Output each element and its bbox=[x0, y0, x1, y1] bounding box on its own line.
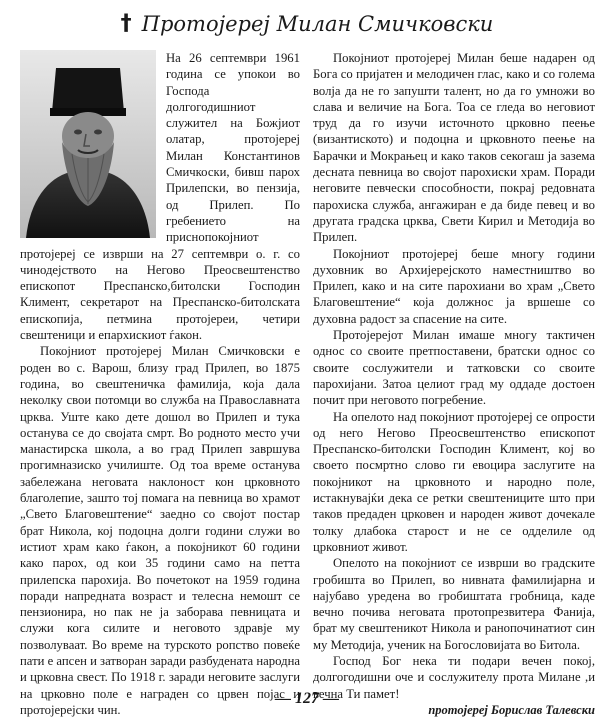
cross-icon: † bbox=[120, 11, 132, 36]
paragraph-confessor: Покојниот протојереј беше многу години духовник во Архијерејското наместништво во Прилеп, како и на сите парохиани во храм „Свето Благовештение“ која должнос ја вршеше со духовна радост за спасение на сите. bbox=[313, 246, 595, 326]
paragraph-singing: Покојниот протојереј Милан беше надарен од Бога со пријатен и мелодичен глас, како и со голема волја да не го запушти талент, но да го умножи во слава и величие на Бога. Тоа се гледа во неговиот труд да го изучи источното црковно пеење (византиското) и подоцна и црковното пеење на Барачки и Мокрањец и како таков секогаш ја зазема десната певница во својот парохиски храм. Поради неговите певчески способности, покрај редовната парохиска служба, ангажиран е да биде певец и во другата градска црква, Свети Кирил и Методија во Прилеп. bbox=[313, 51, 595, 245]
page-number: — 127 — bbox=[275, 690, 339, 707]
left-column bbox=[20, 50, 300, 718]
portrait-photo bbox=[20, 50, 156, 238]
paragraph-burial: Опелото на покојниот се изврши во градските гробишта во Прилеп, во нивната фамилијарна и најубаво уредена во гробиштата гробница, каде вечно почива неговата протопрезвитера Фанија, брат му свештеникот Никола и ранопочинатиот син му Методија, ученик на Богословијата во Битола. bbox=[313, 556, 595, 652]
biography-paragraph: Покојниот протојереј Милан Смичковски е роден во с. Варош, близу град Прилеп, во 1875 година, во свештеничка фамилија, која дала неколку свои потомци во служба на Православната црква. Уште како дете дошол во Прилеп и тука останува се до својата смрт. Во родното место учи манастирска школа, а во град Прилеп завршува прогимназиско училиште. Од тоа време останува забележана неговата наклоност кон црковното благолепие, заштo тој помага на певница во храмот „Свето Благовештение“ заедно со својот постар брат Никола, кој подоцна долги години служи во истиот храм како ѓакон, а покојникот 60 години како парох, од кои 35 години само на петта прилепска парохија. Во почетокот на 1959 година поради напредната возраст и телесна немошт се пензионира, но пак не ја заборава певницата и служи кога силите и неговото здравје му позволуваат. Во време на турското ропство повеќе пати е апсен и затворан заради разбудената народна и црковна свест. По 1918 г. заради неговите заслуги на црковно поле е награден со црвен појас и протојерејски чин. bbox=[20, 344, 300, 717]
paragraph-relations: Протојерејот Милан имаше многу тактичен однос со своите претпоставени, братски однос со своите сослужители и татковски со своите парохијани. Затоа целиот град му оддаде достоен почит при неговото погребение. bbox=[313, 328, 595, 408]
paragraph-prayer: Господ Бог нека ти подари вечен покој, долгогодишни оче и сослужителу прота Милане ,и вечна Ти памет! bbox=[313, 653, 595, 701]
article-title: Протојереј Милан Смичковски bbox=[141, 12, 494, 36]
author-signature: протојереј Борислав Талевски bbox=[428, 702, 595, 717]
article-header bbox=[0, 8, 614, 40]
paragraph-funeral-service: На опелото над покојниот протојереј се опрости од него Негово Преосвештенство епископот Преспанско-битолски Господин Климент, кој во своето посмртно слово ги евоцира заслугите на покојникот на црковното и народно поле, истакнувајќи дека се ретки свештениците што при таков предаден црковен и народен живот дочекале толку длабока старост и не се одделиле од црковниот живот. bbox=[313, 409, 595, 554]
obituary-intro: На 26 септември 1961 година се упокои во Господа долгогодишниот служител на Божјиот олатар, протојереј Милан Константинов Смичкоски, бивш парох Прилепски, во пензија, од Прилеп. По гребението на приснопокојниот протојереј се изврши на 27 септември о. г. со чинодејството на Негово Преосвештенство епископот Преспанско,битолски Господин Климент, секретарот на Преспанско-битолската епископија, петмина протојереи, четири свештеници и епархискиот ѓакон. bbox=[20, 51, 300, 343]
right-column bbox=[313, 50, 595, 718]
